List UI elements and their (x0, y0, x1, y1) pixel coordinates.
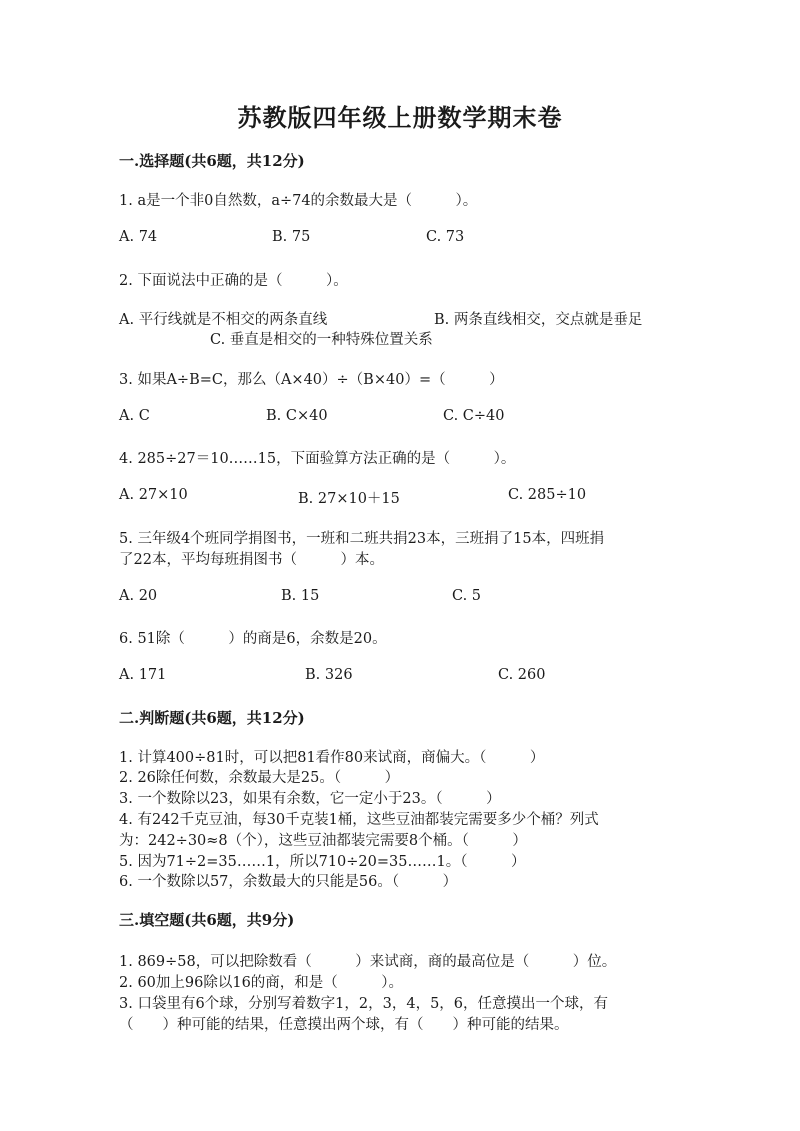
question-1-option-a: A. 74 (119, 229, 158, 245)
question-3-text: 3. 如果A÷B=C，那么（A×40）÷（B×40）=（ ） (119, 372, 504, 388)
judgment-item-4-line1: 4. 有242千克豆油，每30千克装1桶，这些豆油都装完需要多少个桶？列式 (119, 812, 599, 828)
question-2-text: 2. 下面说法中正确的是（ ）。 (119, 273, 348, 289)
question-2-option-a: A. 平行线就是不相交的两条直线 (119, 312, 328, 328)
fill-item-3-line2: （ ）种可能的结果，任意摸出两个球，有（ ）种可能的结果。 (119, 1017, 569, 1033)
question-5-option-a: A. 20 (119, 588, 158, 604)
section-heading-choice: 一.选择题(共6题，共12分) (119, 152, 305, 170)
question-6-option-c: C. 260 (498, 667, 546, 683)
page-title: 苏教版四年级上册数学期末卷 (237, 103, 563, 132)
question-2-option-c: C. 垂直是相交的一种特殊位置关系 (210, 332, 433, 348)
question-5-option-c: C. 5 (452, 588, 482, 604)
question-4-text: 4. 285÷27＝10……15，下面验算方法正确的是（ ）。 (119, 451, 516, 467)
judgment-item-3: 3. 一个数除以23，如果有余数，它一定小于23。（ ） (119, 791, 501, 807)
question-5-option-b: B. 15 (281, 588, 320, 604)
question-1-option-c: C. 73 (426, 229, 465, 245)
question-4-option-b: B. 27×10＋15 (298, 491, 400, 507)
fill-item-3-line1: 3. 口袋里有6个球，分别写着数字1，2，3，4，5，6，任意摸出一个球，有 (119, 996, 609, 1012)
judgment-item-2: 2. 26除任何数，余数最大是25。（ ） (119, 770, 400, 786)
question-6-text: 6. 51除（ ）的商是6，余数是20。 (119, 631, 387, 647)
fill-item-2: 2. 60加上96除以16的商，和是（ ）。 (119, 975, 404, 991)
question-1-option-b: B. 75 (272, 229, 311, 245)
section-heading-fill-blank: 三.填空题(共6题，共9分) (119, 911, 295, 929)
question-2-option-b: B. 两条直线相交，交点就是垂足 (434, 312, 643, 328)
question-5-text-line1: 5. 三年级4个班同学捐图书，一班和二班共捐23本，三班捐了15本，四班捐 (119, 531, 605, 547)
judgment-item-6: 6. 一个数除以57，余数最大的只能是56。（ ） (119, 874, 458, 890)
question-5-text-line2: 了22本，平均每班捐图书（ ）本。 (119, 552, 384, 568)
question-1-text: 1. a是一个非0自然数，a÷74的余数最大是（ ）。 (119, 193, 478, 209)
question-3-option-c: C. C÷40 (443, 408, 505, 424)
section-heading-judgment: 二.判断题(共6题，共12分) (119, 709, 305, 727)
question-4-option-c: C. 285÷10 (508, 487, 587, 503)
question-3-option-b: B. C×40 (266, 408, 328, 424)
judgment-item-5: 5. 因为71÷2=35……1，所以710÷20=35……1。（ ） (119, 854, 526, 870)
question-3-option-a: A. C (119, 408, 150, 424)
question-4-option-a: A. 27×10 (119, 487, 188, 503)
question-6-option-b: B. 326 (305, 667, 353, 683)
question-6-option-a: A. 171 (119, 667, 167, 683)
judgment-item-4-line2: 为：242÷30≈8（个），这些豆油都装完需要8个桶。（ ） (119, 833, 527, 849)
fill-item-1: 1. 869÷58，可以把除数看（ ）来试商，商的最高位是（ ）位。 (119, 954, 617, 970)
judgment-item-1: 1. 计算400÷81时，可以把81看作80来试商，商偏大。（ ） (119, 750, 545, 766)
